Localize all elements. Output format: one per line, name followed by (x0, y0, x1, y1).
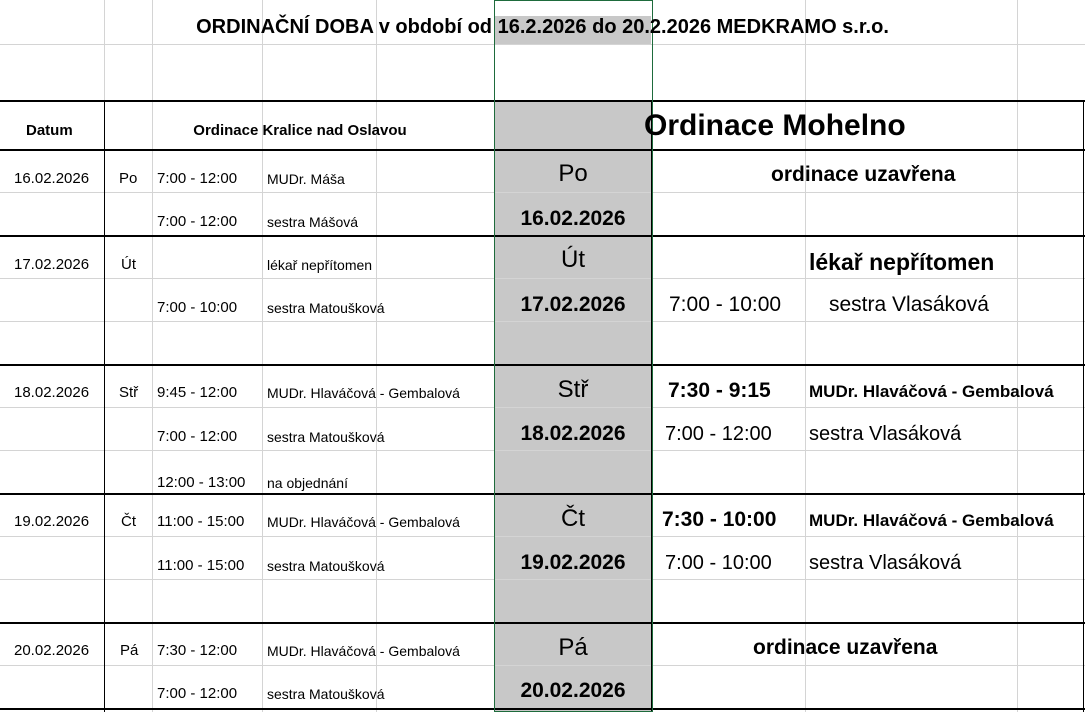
header-datum: Datum (26, 122, 73, 139)
mohelno-name: sestra Vlasáková (829, 293, 989, 316)
name-cell: MUDr. Hlaváčová - Gembalová (267, 514, 460, 530)
mohelno-time: 7:00 - 10:00 (665, 552, 772, 574)
time-cell: 12:00 - 13:00 (157, 474, 246, 491)
name-cell: MUDr. Hlaváčová - Gembalová (267, 643, 460, 659)
day-cell: Stř (119, 384, 139, 401)
day-cell: Út (121, 256, 136, 273)
time-cell: 11:00 - 15:00 (157, 513, 245, 530)
mohelno-name: sestra Vlasáková (809, 552, 962, 574)
day-cell: Pá (120, 642, 139, 659)
mohelno-name: sestra Vlasáková (809, 423, 962, 445)
mohelno-day: Čt (561, 505, 585, 532)
time-cell: 7:00 - 12:00 (157, 170, 238, 187)
time-cell: 7:30 - 12:00 (157, 642, 238, 659)
name-cell: sestra Matoušková (267, 300, 385, 316)
time-cell: 7:00 - 12:00 (157, 213, 238, 230)
time-cell: 7:00 - 12:00 (157, 428, 238, 445)
mohelno-date: 16.02.2026 (520, 207, 626, 230)
date-cell: 17.02.2026 (14, 256, 90, 273)
name-cell: sestra Mášová (267, 214, 359, 230)
mohelno-day: Po (558, 160, 588, 187)
mohelno-day: Stř (557, 376, 589, 403)
cell-selection[interactable] (494, 0, 653, 712)
mohelno-day: Út (561, 246, 585, 273)
name-cell: sestra Matoušková (267, 558, 385, 574)
mohelno-date: 20.02.2026 (520, 679, 626, 702)
date-cell: 19.02.2026 (14, 513, 90, 530)
time-cell: 9:45 - 12:00 (157, 384, 238, 401)
date-cell: 16.02.2026 (14, 170, 90, 187)
name-cell: na objednání (267, 475, 348, 491)
mohelno-day: Pá (558, 634, 588, 661)
mohelno-time: 7:30 - 9:15 (668, 379, 771, 402)
mohelno-note: lékař nepřítomen (809, 249, 995, 275)
mohelno-time: 7:30 - 10:00 (662, 508, 777, 531)
mohelno-date: 17.02.2026 (520, 293, 626, 316)
mohelno-time: 7:00 - 12:00 (665, 423, 772, 445)
name-cell: MUDr. Hlaváčová - Gembalová (267, 385, 460, 401)
time-cell: 11:00 - 15:00 (157, 557, 245, 574)
time-cell: 7:00 - 12:00 (157, 685, 238, 702)
name-cell: lékař nepřítomen (267, 257, 373, 273)
header-mohelno: Ordinace Mohelno (644, 109, 906, 142)
header-kralice: Ordinace Kralice nad Oslavou (193, 122, 407, 139)
mohelno-name: MUDr. Hlaváčová - Gembalová (809, 511, 1054, 530)
mohelno-name: MUDr. Hlaváčová - Gembalová (809, 382, 1054, 401)
day-cell: Čt (121, 513, 136, 530)
mohelno-time: 7:00 - 10:00 (669, 293, 782, 316)
mohelno-date: 19.02.2026 (520, 551, 626, 574)
name-cell: sestra Matoušková (267, 686, 385, 702)
name-cell: MUDr. Máša (267, 171, 345, 187)
day-cell: Po (119, 170, 138, 187)
name-cell: sestra Matoušková (267, 429, 385, 445)
date-cell: 20.02.2026 (14, 642, 90, 659)
page-title: ORDINAČNÍ DOBA v období od 16.2.2026 do 20.2.2026 MEDKRAMO s.r.o. (196, 16, 889, 38)
date-cell: 18.02.2026 (14, 384, 90, 401)
mohelno-date: 18.02.2026 (520, 422, 626, 445)
mohelno-note: ordinace uzavřena (753, 636, 938, 659)
time-cell: 7:00 - 10:00 (157, 299, 238, 316)
mohelno-note: ordinace uzavřena (771, 163, 956, 186)
